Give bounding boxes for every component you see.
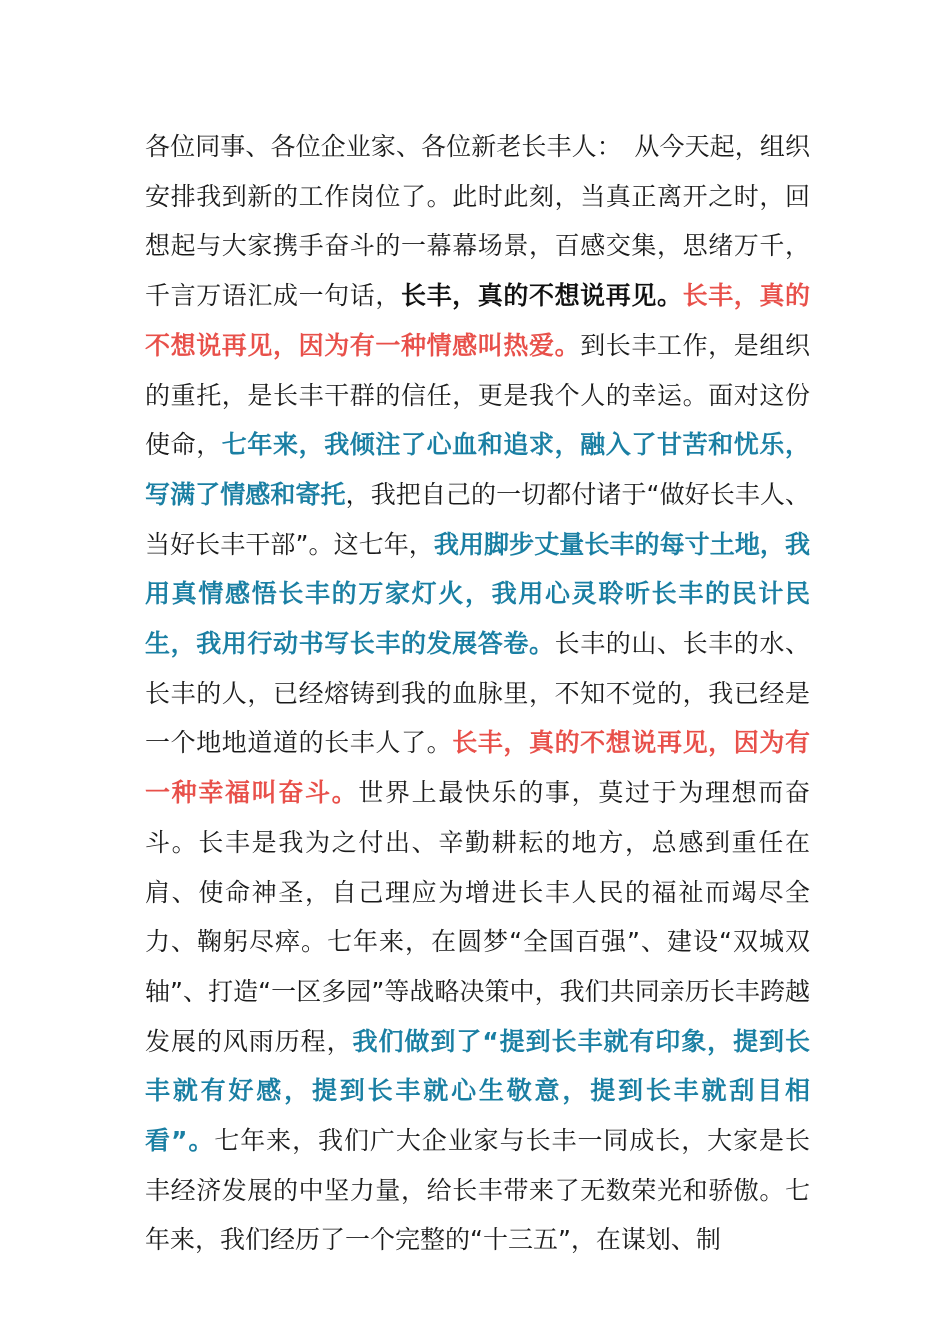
- text-segment-11-teal-highlight: 我们做到了“提到长丰就有印象，提到长丰就有好感，提到长丰就心生敬意，提到长丰就刮目相看”。: [145, 1026, 810, 1156]
- text-segment-9-red-highlight: 长丰，真的不想说再见，因为有一种幸福叫奋斗。: [145, 728, 810, 808]
- text-segment-3-red-highlight: 长丰，真的不想说再见，因为有一种情感叫热爱。: [145, 281, 810, 360]
- text-segment-7-teal-highlight: 我用脚步丈量长丰的每寸土地，我用真情感悟长丰的万家灯火，我用心灵聆听长丰的民计民生，我用行动书写长丰的发展答卷。: [145, 529, 810, 659]
- text-segment-2-bold: 长丰，真的不想说再见。: [400, 281, 683, 311]
- text-segment-6: ，我把自己的一切都付诸于“做好长丰人、当好长丰干部”。这七年，: [145, 479, 810, 559]
- speech-paragraph: [145, 122, 810, 1265]
- text-segment-1: 各位同事、各位企业家、各位新老长丰人： 从今天起，组织安排我到新的工作岗位了。此时此刻，当真正离开之时，回想起与大家携手奋斗的一幕幕场景，百感交集，思绪万千，千言万语汇成一句话，: [145, 132, 810, 311]
- text-segment-8: 长丰的山、长丰的水、长丰的人，已经熔铸到我的血脉里，不知不觉的，我已经是一个地地道道的长丰人了。: [145, 629, 810, 758]
- text-segment-4: 到长丰工作，是组织的重托，是长丰干群的信任，更是我个人的幸运。面对这份使命，: [145, 330, 810, 460]
- text-segment-12: 七年来，我们广大企业家与长丰一同成长，大家是长丰经济发展的中坚力量，给长丰带来了无数荣光和骄傲。七年来，我们经历了一个完整的“十三五”，在谋划、制: [145, 1126, 810, 1255]
- text-segment-5-teal-highlight: 七年来，我倾注了心血和追求，融入了甘苦和忧乐，写满了情感和寄托: [145, 430, 810, 509]
- text-segment-10: 世界上最快乐的事，莫过于为理想而奋斗。长丰是我为之付出、辛勤耕耘的地方，总感到重任在肩、使命神圣，自己理应为增进长丰人民的福祉而竭尽全力、鞠躬尽瘁。七年来，在圆梦“全国百强”、建设“双城双轴”、打造“一区多园”等战略决策中，我们共同亲历长丰跨越发展的风雨历程，: [145, 778, 810, 1056]
